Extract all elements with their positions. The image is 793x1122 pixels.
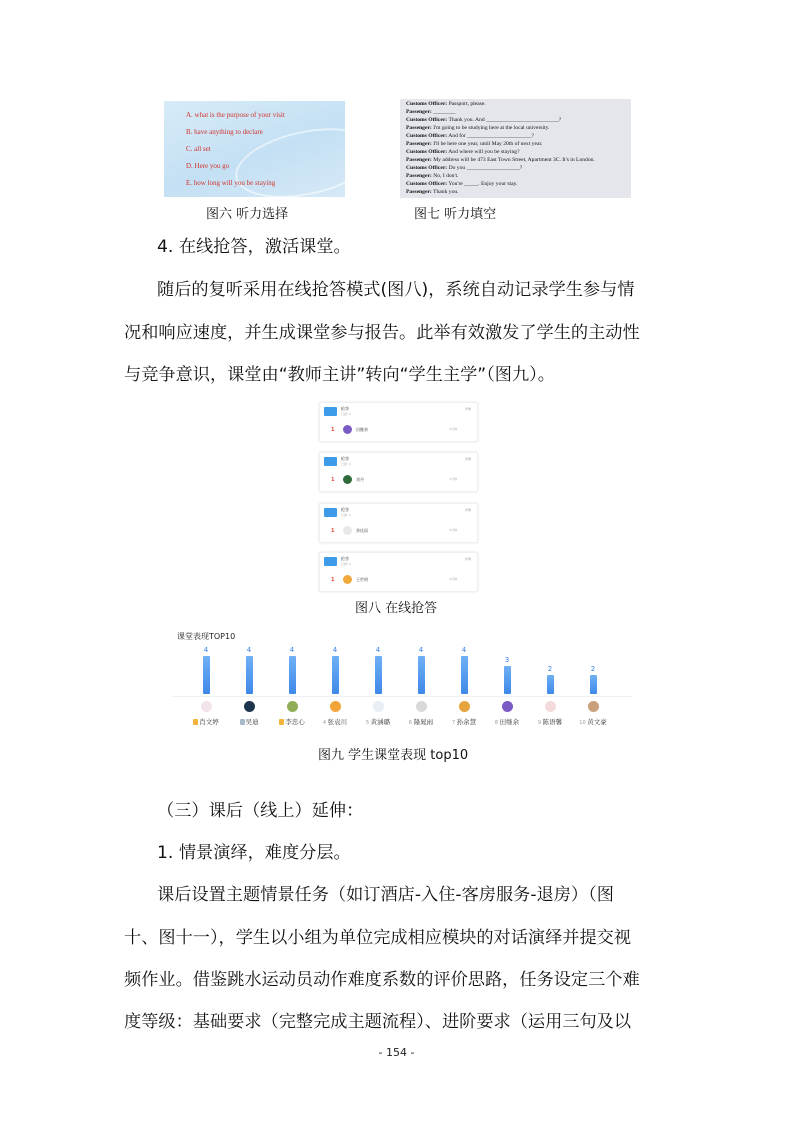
category-label xyxy=(269,717,315,726)
bar-10 xyxy=(590,675,597,694)
student-avatar xyxy=(330,701,341,712)
card-subtitle: 已抢: 1 xyxy=(341,462,351,466)
dialogue-line: Passenger: I'm going to be studying here at the local university. xyxy=(406,125,550,131)
page-number: - 154 - xyxy=(378,1046,415,1059)
card-subtitle: 已抢: 1 xyxy=(341,412,351,416)
student-avatar xyxy=(588,701,599,712)
medal-icon xyxy=(240,719,245,725)
dialogue-line: Customs Officer: You're _____. Enjoy your stay. xyxy=(406,181,518,187)
category-label xyxy=(226,717,272,726)
paragraph-line: 与竞争意识，课堂由“教师主讲”转向“学生主学”（图九）。 xyxy=(124,365,555,385)
rank-number: 1 xyxy=(331,577,335,583)
bar-3 xyxy=(289,656,296,694)
dialogue-line: Passenger: Thank you. xyxy=(406,189,459,195)
bar-5 xyxy=(375,656,382,694)
answer-card xyxy=(319,552,478,592)
bar-7 xyxy=(461,656,468,694)
response-time: 1分钟 xyxy=(449,427,457,431)
student-name: 余佳雨 xyxy=(356,528,368,533)
section-heading-4: 4. 在线抢答，激活课堂。 xyxy=(157,237,351,257)
category-label xyxy=(183,717,229,726)
dialogue-line: Passenger: I'll be here one year, until May 20th of next year. xyxy=(406,141,543,147)
student-name: 张袁川 xyxy=(327,718,348,726)
figure6-caption: 图六 听力选择 xyxy=(206,207,289,222)
answer-card xyxy=(319,503,478,543)
option-c: C. all set xyxy=(186,145,211,153)
paragraph-line: 十、图十一），学生以小组为单位完成相应模块的对话演绎并提交视 xyxy=(124,928,632,948)
bar-value-label: 4 xyxy=(246,646,252,654)
bar-value-label: 3 xyxy=(504,655,510,664)
card-title: 抢答 xyxy=(341,406,349,411)
student-name: 黄涵璐 xyxy=(370,718,391,726)
figure9-caption: 图九 学生课堂表现 top10 xyxy=(318,748,469,763)
quick-answer-badge xyxy=(324,557,337,566)
card-detail-link[interactable]: 详情 xyxy=(464,557,471,561)
medal-icon xyxy=(193,719,198,725)
bar-value-label: 4 xyxy=(332,646,338,654)
paragraph-line: 度等级：基础要求（完整完成主题流程）、进阶要求（运用三句及以 xyxy=(124,1012,632,1032)
avatar xyxy=(343,575,352,584)
figure8-caption: 图八 在线抢答 xyxy=(355,601,438,616)
rank-label: 9 xyxy=(537,720,543,726)
dialogue-line: Customs Officer: Passport, please. xyxy=(406,101,486,107)
bar-6 xyxy=(418,656,425,694)
figure-listening-fill-image xyxy=(400,99,631,198)
bar-value-label: 4 xyxy=(418,646,424,654)
dialogue-line: Customs Officer: Do you ___________________? xyxy=(406,165,523,171)
bar-value-label: 2 xyxy=(547,665,553,673)
category-label xyxy=(355,717,401,726)
section-heading-after-class: （三）课后（线上）延伸： xyxy=(157,801,364,821)
student-name: 隆晁雨 xyxy=(413,718,434,726)
medal-icon xyxy=(279,719,284,725)
paragraph-line: 频作业。借鉴跳水运动员动作难度系数的评价思路，任务设定三个难 xyxy=(124,970,640,990)
student-name: 田继余 xyxy=(499,718,520,726)
bar-value-label: 4 xyxy=(203,646,209,654)
avatar xyxy=(343,526,352,535)
dialogue-line: Passenger: ________ xyxy=(406,109,456,115)
student-name: 陈语馨 xyxy=(542,718,563,726)
student-name: 孙余慧 xyxy=(456,718,477,726)
rank-label: 5 xyxy=(365,720,371,726)
student-avatar xyxy=(416,701,427,712)
dialogue-line: Passenger: My address will be 473 East Town Street, Apartment 3C. It's in London. xyxy=(406,157,595,163)
category-label xyxy=(398,717,444,726)
rank-label: 10 xyxy=(579,720,588,726)
dialogue-line: Customs Officer: Thank you. And __________________________? xyxy=(406,117,562,123)
option-a: A. what is the purpose of your visit xyxy=(186,111,285,119)
response-time: 1分钟 xyxy=(449,528,457,532)
answer-card xyxy=(319,452,478,492)
quick-answer-badge xyxy=(324,457,337,466)
rank-label: 7 xyxy=(451,720,457,726)
bar-2 xyxy=(246,656,253,694)
card-title: 抢答 xyxy=(341,507,349,512)
paragraph-line: 课后设置主题情景任务（如订酒店-入住-客房服务-退房）（图 xyxy=(157,885,614,905)
avatar xyxy=(343,475,352,484)
answer-card xyxy=(319,402,478,442)
response-time: 1分钟 xyxy=(449,577,457,581)
bar-4 xyxy=(332,656,339,694)
quick-answer-badge xyxy=(324,407,337,416)
dialogue-line: Passenger: No, I don't. xyxy=(406,173,459,179)
card-title: 抢答 xyxy=(341,456,349,461)
bar-value-label: 2 xyxy=(590,665,596,673)
student-name: 黄文豪 xyxy=(587,718,607,726)
rank-number: 1 xyxy=(331,477,335,483)
student-avatar xyxy=(545,701,556,712)
student-avatar xyxy=(201,701,212,712)
student-avatar xyxy=(502,701,513,712)
student-avatar xyxy=(287,701,298,712)
category-label xyxy=(312,717,358,726)
option-e: E. how long will you be staying xyxy=(186,179,276,187)
bar-1 xyxy=(203,656,210,694)
avatar xyxy=(343,425,352,434)
card-title: 抢答 xyxy=(341,556,349,561)
chart-title: 课堂表现TOP10 xyxy=(177,632,236,641)
student-name: 王世明 xyxy=(356,577,368,582)
paragraph-line: 随后的复听采用在线抢答模式(图八)，系统自动记录学生参与情 xyxy=(157,280,635,300)
card-detail-link[interactable]: 详情 xyxy=(464,457,471,461)
student-avatar xyxy=(459,701,470,712)
rank-number: 1 xyxy=(331,528,335,534)
card-detail-link[interactable]: 详情 xyxy=(464,407,471,411)
category-label xyxy=(527,717,573,726)
bar-8 xyxy=(504,666,511,695)
category-label xyxy=(484,717,530,726)
category-label xyxy=(441,717,487,726)
student-name: 刘丹 xyxy=(356,477,364,482)
student-name: 田继余 xyxy=(356,427,368,432)
category-label xyxy=(570,717,616,726)
paragraph-line: 况和响应速度，并生成课堂参与报告。此举有效激发了学生的主动性 xyxy=(124,323,640,343)
figure7-caption: 图七 听力填空 xyxy=(414,207,497,222)
option-b: B. have anything to declare xyxy=(186,128,263,136)
section-heading-1: 1. 情景演绎，难度分层。 xyxy=(157,843,351,863)
bar-value-label: 4 xyxy=(461,646,467,654)
student-name: 李忠心 xyxy=(285,718,305,726)
card-subtitle: 已抢: 1 xyxy=(341,513,351,517)
rank-label: 4 xyxy=(322,720,328,726)
bar-9 xyxy=(547,675,554,694)
card-detail-link[interactable]: 详情 xyxy=(464,508,471,512)
student-avatar xyxy=(373,701,384,712)
rank-number: 1 xyxy=(331,427,335,433)
student-name: 肖文婷 xyxy=(199,718,219,726)
quick-answer-badge xyxy=(324,508,337,517)
student-avatar xyxy=(244,701,255,712)
chart-baseline xyxy=(172,696,632,697)
card-subtitle: 已抢: 1 xyxy=(341,562,351,566)
dialogue-line: Customs Officer: And where will you be staying? xyxy=(406,149,520,155)
bar-value-label: 4 xyxy=(289,646,295,654)
rank-label: 8 xyxy=(494,720,500,726)
student-name: 吴迪 xyxy=(245,718,259,726)
option-d: D. Here you go xyxy=(186,162,230,170)
bar-value-label: 4 xyxy=(375,646,381,654)
figure-performance-chart xyxy=(172,628,632,734)
figure-listening-choice-image xyxy=(164,101,345,197)
response-time: 1分钟 xyxy=(449,477,457,481)
dialogue-line: Customs Officer: And for _______________________? xyxy=(406,133,535,139)
rank-label: 6 xyxy=(408,720,414,726)
